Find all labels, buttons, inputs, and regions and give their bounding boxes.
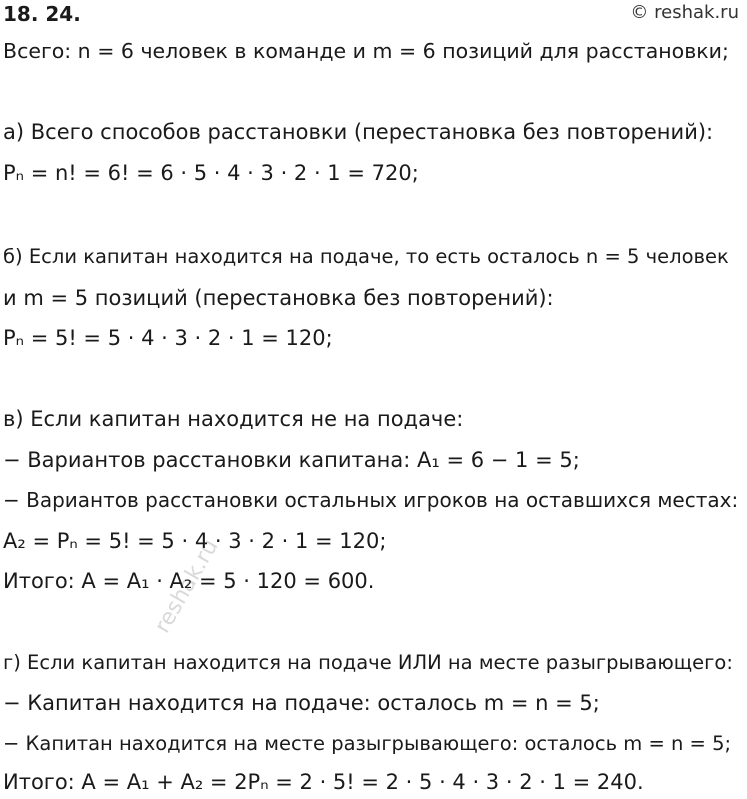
line-v-total: Итого: A = A₁ · A₂ = 5 · 120 = 600. — [3, 569, 375, 593]
line-v-heading: в) Если капитан находится не на подаче: — [3, 407, 464, 431]
line-a-formula: Pₙ = n! = 6! = 6 · 5 · 4 · 3 · 2 · 1 = 720; — [3, 161, 419, 185]
line-b-heading: б) Если капитан находится на подаче, то есть осталось n = 5 человек — [3, 245, 729, 268]
line-g-total: Итого: A = A₁ + A₂ = 2Pₙ = 2 · 5! = 2 · 5 · 4 · 3 · 2 · 1 = 240. — [3, 770, 644, 794]
line-v-captain: − Вариантов расстановки капитана: A₁ = 6 − 1 = 5; — [3, 448, 580, 472]
line-g-setter: − Капитан находится на месте разыгрывающего: осталось m = n = 5; — [3, 732, 732, 755]
line-b-formula: Pₙ = 5! = 5 · 4 · 3 · 2 · 1 = 120; — [3, 326, 333, 350]
problem-number: 18. 24. — [3, 2, 81, 26]
line-g-serve: − Капитан находится на подаче: осталось m = n = 5; — [3, 691, 600, 715]
site-watermark: © reshak.ru — [630, 2, 739, 23]
line-a-heading: а) Всего способов расстановки (перестановка без повторений): — [3, 120, 714, 144]
line-v-formula: A₂ = Pₙ = 5! = 5 · 4 · 3 · 2 · 1 = 120; — [3, 529, 387, 553]
line-total: Всего: n = 6 человек в команде и m = 6 позиций для расстановки; — [3, 39, 729, 63]
diagonal-watermark: reshak.ru — [150, 535, 224, 638]
line-g-heading: г) Если капитан находится на подаче ИЛИ на месте разыгрывающего: — [3, 651, 733, 674]
line-b-heading-cont: и m = 5 позиций (перестановка без повторений): — [3, 286, 554, 310]
line-v-others: − Вариантов расстановки остальных игроков на оставшихся местах: — [3, 488, 739, 512]
